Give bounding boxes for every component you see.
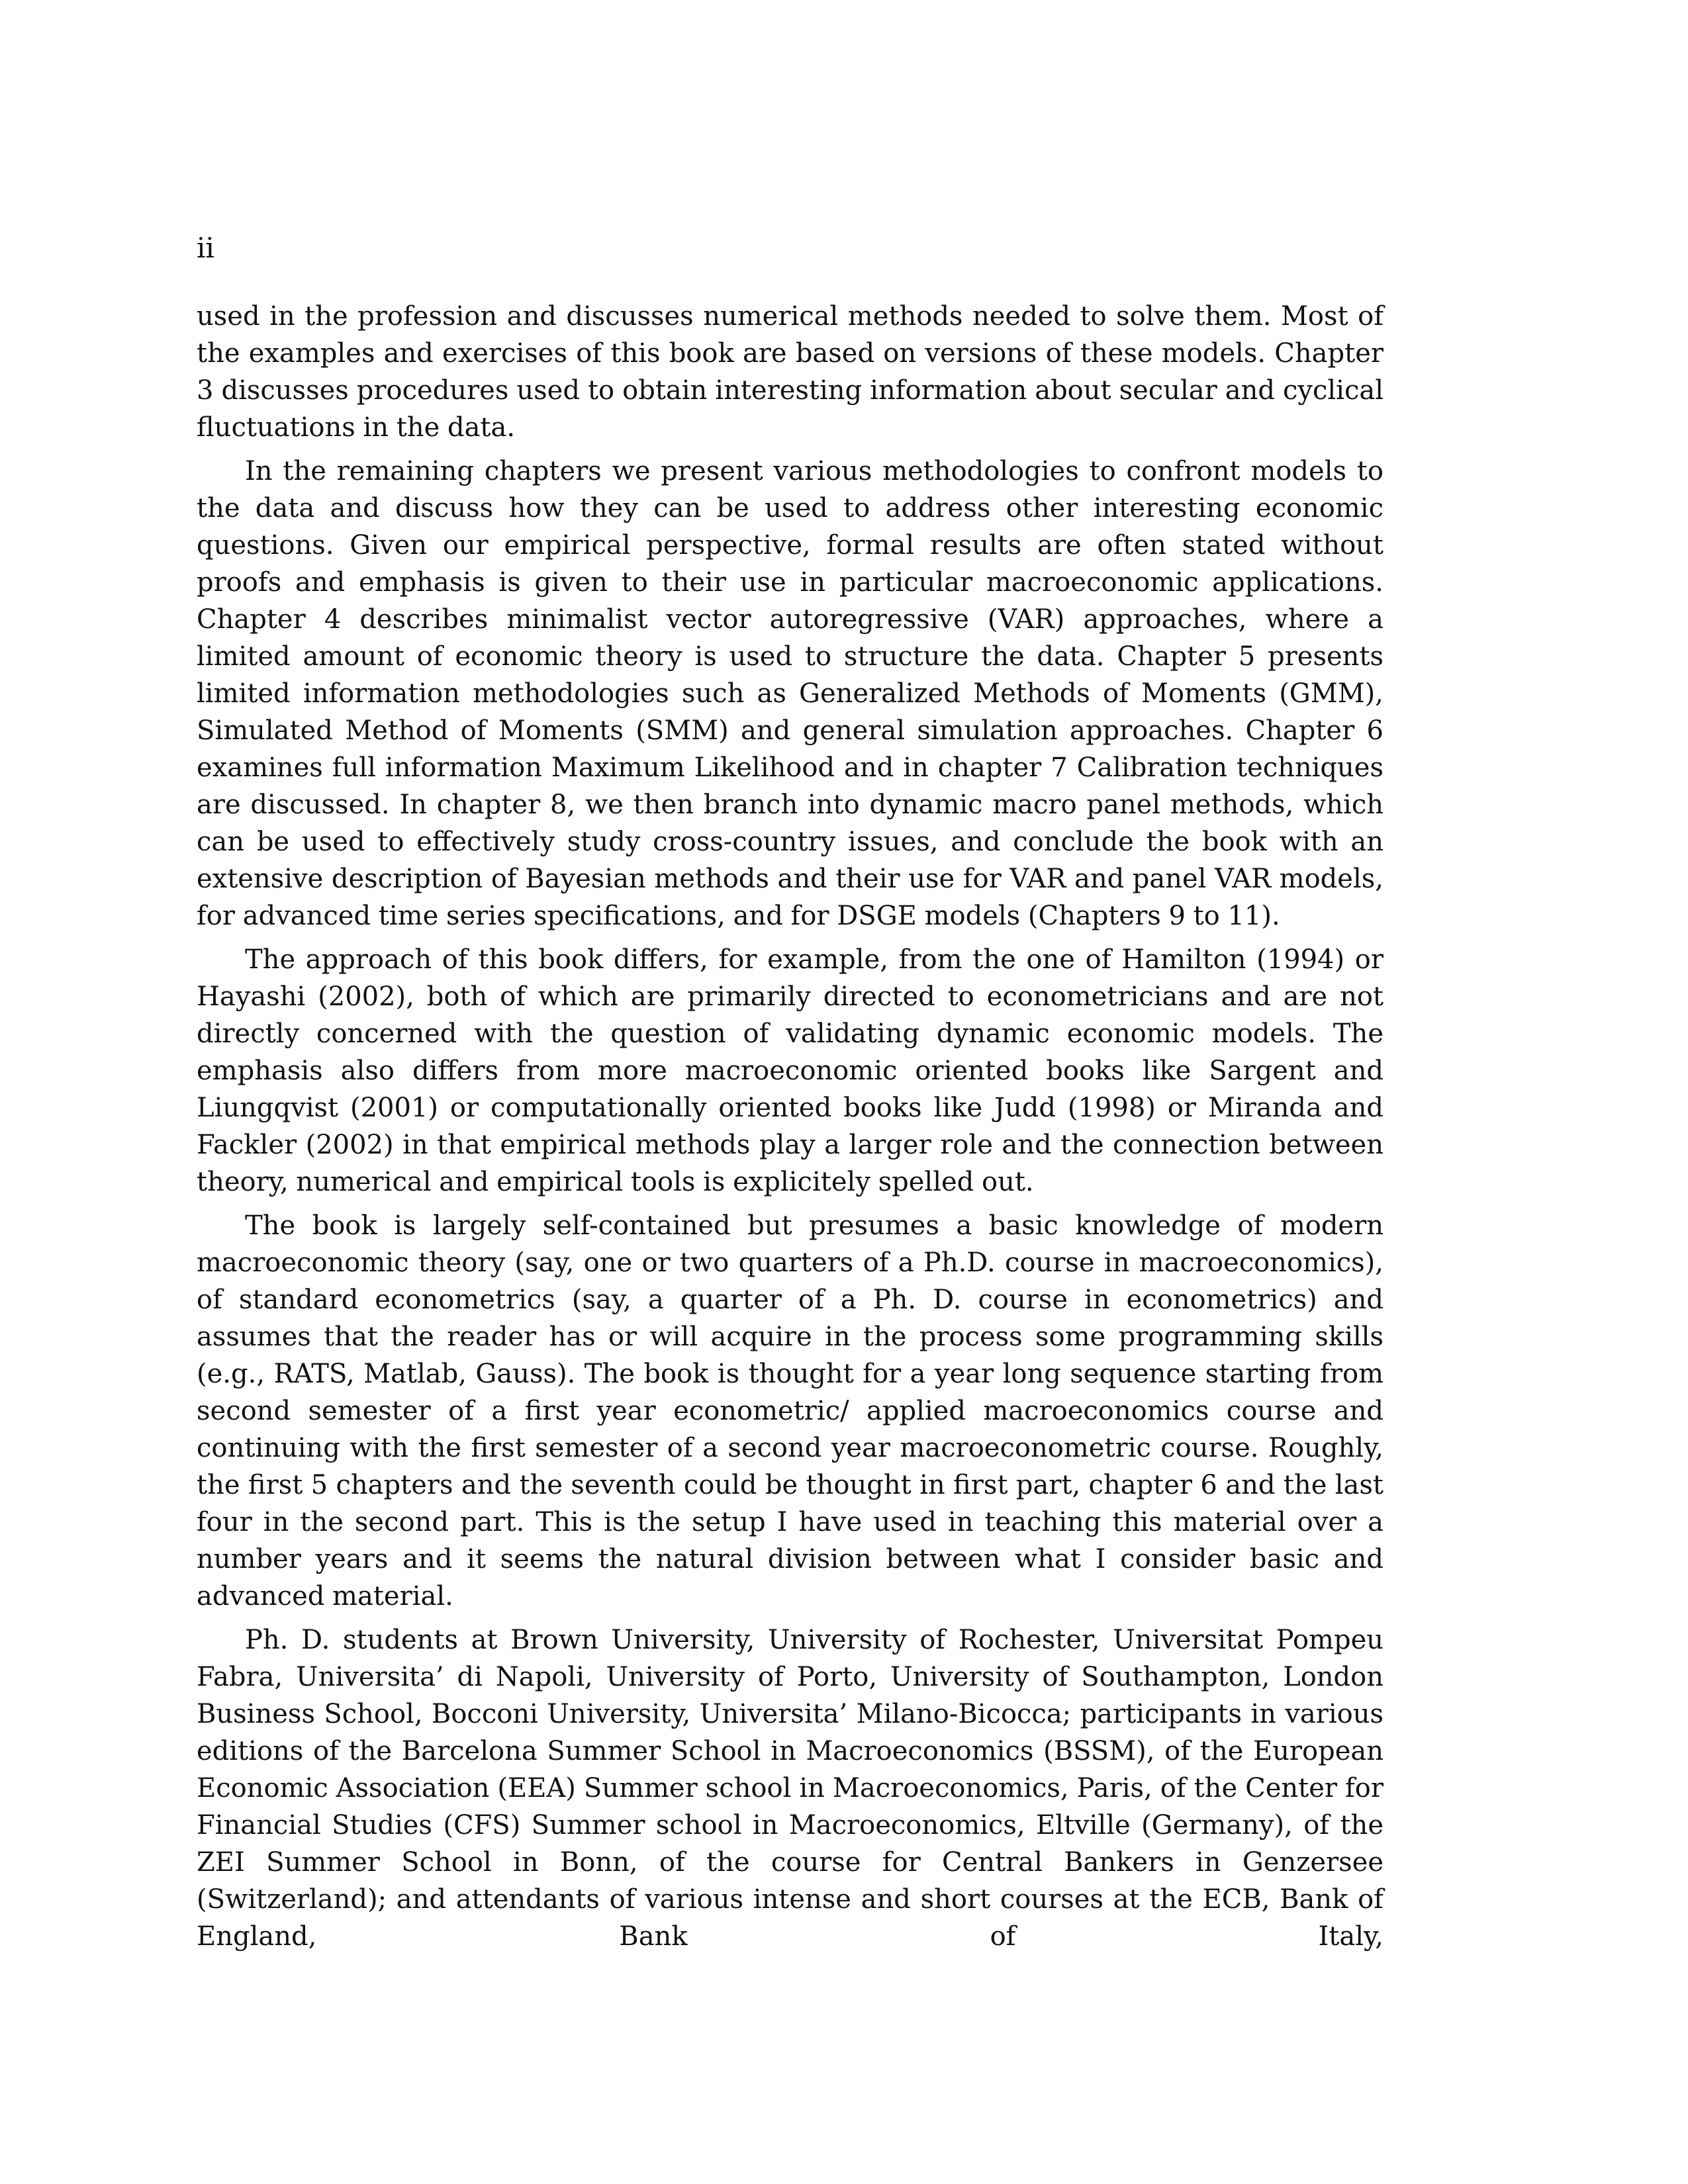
paragraph-3: The approach of this book differs, for example, from the one of Hamilton (1994) or Hayashi (2002), both of which are primarily directed to econometricians and are not directly concerned with the question of validating dynamic economic models. The emphasis also differs from more macroeconomic oriented books like Sargent and Liungqvist (2001) or computationally oriented books like Judd (1998) or Miranda and Fackler (2002) in that empirical methods play a larger role and the connection between theory, numerical and empirical tools is explicitely spelled out.	[197, 944, 1383, 1197]
paragraph-5: Ph. D. students at Brown University, University of Rochester, Universitat Pompeu Fabra, Universita’ di Napoli, University of Porto, University of Southampton, London Business School, Bocconi University, Universita’ Milano-Bicocca; participants in various editions of the Barcelona Summer School in Macroeconomics (BSSM), of the European Economic Association (EEA) Summer school in Macroeconomics, Paris, of the Center for Financial Studies (CFS) Summer school in Macroeconomics, Eltville (Germany), of the ZEI Summer School in Bonn, of the course for Central Bankers in Genzersee (Switzerland); and attendants of various intense and short courses at the ECB, Bank of England, Bank of Italy,	[197, 1625, 1383, 1952]
paragraph-2: In the remaining chapters we present various methodologies to confront models to the data and discuss how they can be used to address other interesting economic questions. Given our empirical perspective, formal results are often stated without proofs and emphasis is given to their use in particular macroeconomic applications. Chapter 4 describes minimalist vector autoregressive (VAR) approaches, where a limited amount of economic theory is used to structure the data. Chapter 5 presents limited information methodologies such as Generalized Methods of Moments (GMM), Simulated Method of Moments (SMM) and general simulation approaches. Chapter 6 examines full information Maximum Likelihood and in chapter 7 Calibration techniques are discussed. In chapter 8, we then branch into dynamic macro panel methods, which can be used to effectively study cross-country issues, and conclude the book with an extensive description of Bayesian methods and their use for VAR and panel VAR models, for advanced time series specifications, and for DSGE models (Chapters 9 to 11).	[197, 456, 1383, 931]
paragraph-1: used in the profession and discusses numerical methods needed to solve them. Most of the examples and exercises of this book are based on versions of these models. Chapter 3 discusses procedures used to obtain interesting information about secular and cyclical fluctuations in the data.	[197, 301, 1383, 443]
paragraph-4: The book is largely self-contained but presumes a basic knowledge of modern macroeconomic theory (say, one or two quarters of a Ph.D. course in macroeconomics), of standard econometrics (say, a quarter of a Ph. D. course in econometrics) and assumes that the reader has or will acquire in the process some programming skills (e.g., RATS, Matlab, Gauss). The book is thought for a year long sequence starting from second semester of a first year econometric/ applied macroeconomics course and continuing with the first semester of a second year macroeconometric course. Roughly, the first 5 chapters and the seventh could be thought in first part, chapter 6 and the last four in the second part. This is the setup I have used in teaching this material over a number years and it seems the natural division between what I consider basic and advanced material.	[197, 1210, 1383, 1612]
page-number: ii	[197, 232, 214, 264]
body-text	[197, 298, 1383, 1962]
